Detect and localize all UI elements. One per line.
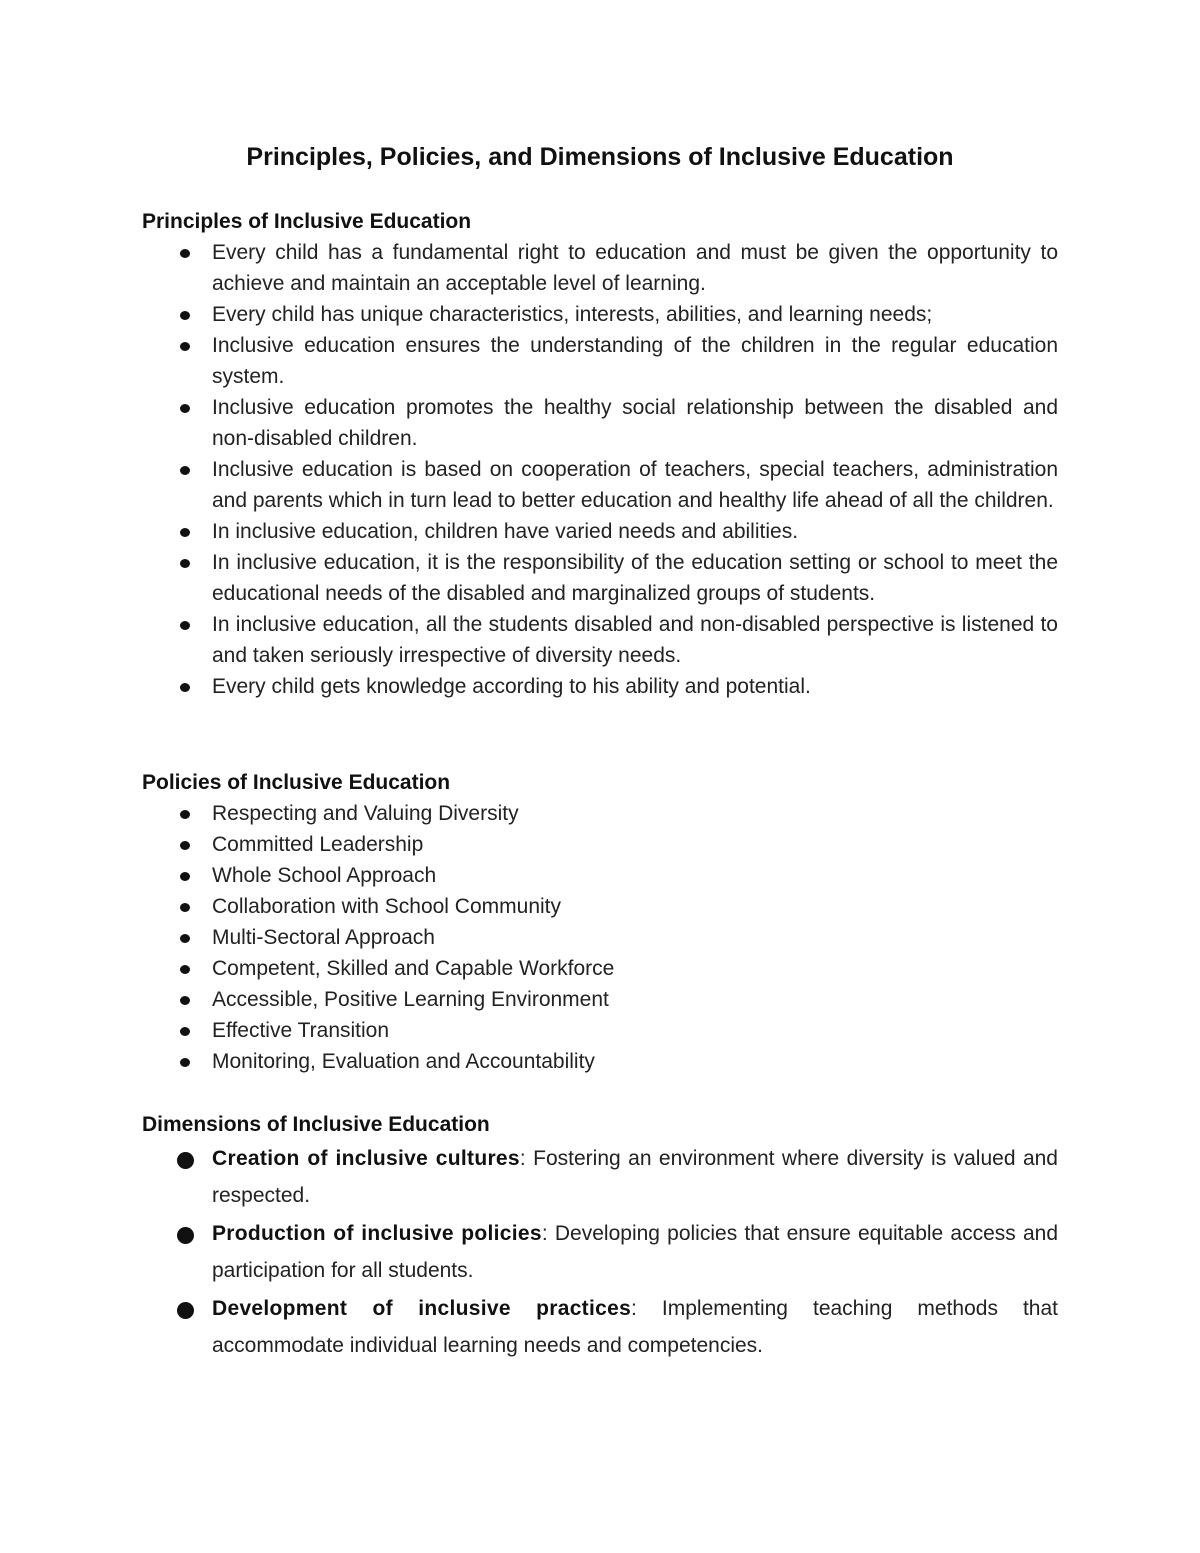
principles-heading: Principles of Inclusive Education bbox=[142, 210, 472, 233]
list-item-text: Inclusive education is based on cooperation of teachers, special teachers, administration and parents which in turn lead to better education and healthy life ahead of all the children. bbox=[212, 458, 1058, 512]
list-item-text: In inclusive education, all the students disabled and non-disabled perspective is listened to and taken seriously irrespective of diversity needs. bbox=[212, 613, 1058, 667]
bullet-icon bbox=[180, 621, 190, 630]
list-item-text: Inclusive education promotes the healthy social relationship between the disabled and non-disabled children. bbox=[212, 396, 1058, 450]
list-item-text: Collaboration with School Community bbox=[212, 895, 561, 918]
list-item bbox=[142, 547, 1058, 609]
document-title: Principles, Policies, and Dimensions of Inclusive Education bbox=[246, 143, 954, 171]
list-item bbox=[142, 860, 1058, 891]
list-item-text: Monitoring, Evaluation and Accountability bbox=[212, 1050, 595, 1073]
bullet-icon bbox=[177, 1302, 194, 1319]
dimension-term: Production of inclusive policies bbox=[212, 1222, 542, 1245]
list-item-text: Committed Leadership bbox=[212, 833, 424, 856]
list-item bbox=[142, 922, 1058, 953]
list-item bbox=[142, 1140, 1058, 1214]
list-item bbox=[142, 953, 1058, 984]
bullet-icon bbox=[180, 934, 190, 943]
list-item bbox=[142, 829, 1058, 860]
list-item bbox=[142, 1215, 1058, 1289]
bullet-icon bbox=[180, 342, 190, 351]
bullet-icon bbox=[180, 466, 190, 475]
dimension-description: : Developing policies that ensure equitable access and participation for all students. bbox=[212, 1222, 1058, 1282]
policies-heading: Policies of Inclusive Education bbox=[142, 771, 451, 794]
bullet-icon bbox=[180, 1058, 190, 1067]
list-item bbox=[142, 392, 1058, 454]
bullet-icon bbox=[180, 249, 190, 258]
list-item bbox=[142, 671, 1058, 702]
principles-list bbox=[142, 237, 1058, 702]
list-item bbox=[142, 454, 1058, 516]
list-item-text: Inclusive education ensures the understanding of the children in the regular education system. bbox=[212, 334, 1058, 388]
list-item-text: Every child has unique characteristics, interests, abilities, and learning needs; bbox=[212, 303, 933, 326]
bullet-icon bbox=[180, 810, 190, 819]
dimension-term: Development of inclusive practices bbox=[212, 1297, 632, 1320]
list-item-text: Every child gets knowledge according to his ability and potential. bbox=[212, 675, 811, 698]
list-item bbox=[142, 891, 1058, 922]
dimension-description: : Fostering an environment where diversity is valued and respected. bbox=[212, 1147, 1058, 1207]
dimensions-list bbox=[142, 1140, 1058, 1364]
list-item bbox=[142, 1015, 1058, 1046]
list-item bbox=[142, 1046, 1058, 1077]
bullet-icon bbox=[180, 559, 190, 568]
bullet-icon bbox=[180, 404, 190, 413]
list-item-text: In inclusive education, children have varied needs and abilities. bbox=[212, 520, 799, 543]
dimension-description: : Implementing teaching methods that accommodate individual learning needs and competencies. bbox=[212, 1297, 1058, 1357]
list-item bbox=[142, 330, 1058, 392]
list-item-text: Accessible, Positive Learning Environment bbox=[212, 988, 609, 1011]
list-item-text: Whole School Approach bbox=[212, 864, 437, 887]
bullet-icon bbox=[180, 903, 190, 912]
list-item bbox=[142, 798, 1058, 829]
list-item bbox=[142, 1290, 1058, 1364]
dimensions-section bbox=[142, 1109, 1058, 1365]
bullet-icon bbox=[180, 311, 190, 320]
dimensions-heading: Dimensions of Inclusive Education bbox=[142, 1113, 490, 1136]
bullet-icon bbox=[180, 1027, 190, 1036]
list-item-text: In inclusive education, it is the responsibility of the education setting or school to meet the educational needs of the disabled and marginalized groups of students. bbox=[212, 551, 1058, 605]
list-item-text: Effective Transition bbox=[212, 1019, 390, 1042]
policies-list bbox=[142, 798, 1058, 1077]
list-item bbox=[142, 516, 1058, 547]
list-item-text: Respecting and Valuing Diversity bbox=[212, 802, 519, 825]
bullet-icon bbox=[180, 528, 190, 537]
list-item-text: Multi-Sectoral Approach bbox=[212, 926, 435, 949]
bullet-icon bbox=[180, 683, 190, 692]
bullet-icon bbox=[180, 965, 190, 974]
list-item bbox=[142, 984, 1058, 1015]
bullet-icon bbox=[180, 872, 190, 881]
bullet-icon bbox=[180, 841, 190, 850]
list-item bbox=[142, 609, 1058, 671]
list-item-text: Every child has a fundamental right to education and must be given the opportunity to achieve and maintain an acceptable level of learning. bbox=[212, 241, 1058, 295]
dimension-term: Creation of inclusive cultures bbox=[212, 1147, 520, 1170]
bullet-icon bbox=[177, 1152, 194, 1169]
list-item bbox=[142, 299, 1058, 330]
bullet-icon bbox=[177, 1227, 194, 1244]
list-item bbox=[142, 237, 1058, 299]
bullet-icon bbox=[180, 996, 190, 1005]
principles-section bbox=[142, 206, 1058, 702]
list-item-text: Competent, Skilled and Capable Workforce bbox=[212, 957, 615, 980]
policies-section bbox=[142, 767, 1058, 1077]
